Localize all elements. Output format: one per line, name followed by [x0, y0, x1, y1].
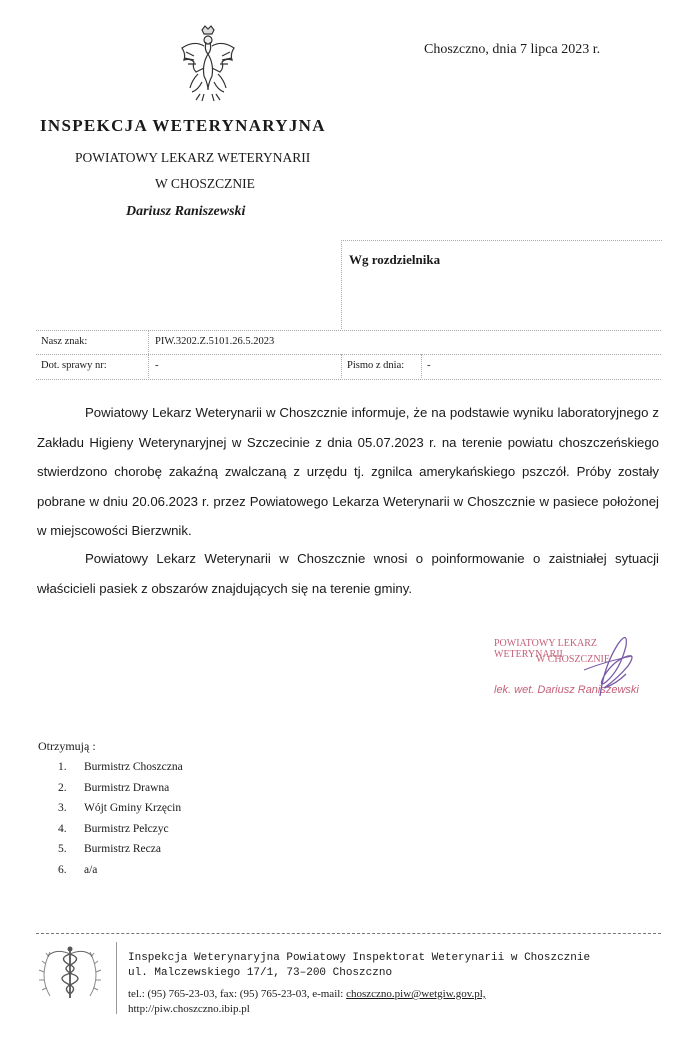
organization-name: INSPEKCJA WETERYNARYJNA: [40, 116, 326, 135]
list-item: 3. Wójt Gminy Krzęcin: [58, 802, 182, 814]
office-title: POWIATOWY LEKARZ WETERYNARII: [75, 150, 311, 165]
stamp-line-2: W CHOSZCZNIE: [536, 654, 610, 665]
official-name: Dariusz Raniszewski: [126, 204, 246, 219]
list-item: 4. Burmistrz Pełczyc: [58, 822, 169, 835]
footer-email-link[interactable]: choszczno.piw@wetgiw.gov.pl,: [346, 988, 486, 1000]
footer-phone-fax: tel.: (95) 765-23-03, fax: (95) 765-23-03, e-mail:: [128, 988, 344, 1000]
office-place: W CHOSZCZNIE: [155, 176, 255, 191]
reference-col-divider: [148, 330, 149, 378]
body-paragraph-2: Powiatowy Lekarz Weterynarii w Choszcznie wnosi o poinformowanie o zaistniałej sytuacji właścicieli pasiek z obszarów znajdujących się na terenie gminy.: [37, 551, 659, 596]
list-item: 6. a/a: [58, 863, 98, 876]
letter-date-label: Pismo z dnia:: [347, 360, 405, 371]
our-ref-value: PIW.3202.Z.5101.26.5.2023: [155, 336, 275, 347]
signature-icon: [488, 626, 664, 706]
case-number-label: Dot. sprawy nr:: [41, 360, 107, 371]
reference-table-divider: [36, 354, 661, 355]
footer-address: ul. Malczewskiego 17/1, 73–200 Choszczno: [128, 967, 393, 979]
footer-website-link[interactable]: http://piw.choszczno.ibip.pl: [128, 1003, 250, 1015]
footer-divider: [36, 933, 661, 934]
footer-vertical-divider: [116, 942, 117, 1014]
body-paragraph-1: Powiatowy Lekarz Weterynarii w Choszcznie informuje, że na podstawie wyniku laboratoryjnego z Zakładu Higieny Weterynaryjnej w Szczecinie z dnia 05.07.2023 r. na terenie powiatu choszczeńskiego stwierdzono chorobę zakaźną zwalczaną z urzędu tj. zgnilca amerykańskiego pszczół. Próby zostały pobrane w dniu 20.06.2023 r. przez Powiatowego Lekarza Weterynarii w Choszcznie w pasiece położonej w miejscowości Bierzwnik.: [37, 405, 659, 538]
reference-col-divider: [341, 354, 342, 378]
footer-contact: [128, 988, 486, 1000]
stamp-line-1: POWIATOWY LEKARZ WETERYNARII: [494, 638, 598, 660]
distribution-label: Otrzymują :: [38, 739, 96, 753]
letter-date-value: -: [427, 360, 431, 371]
list-item: 5. Burmistrz Recza: [58, 843, 161, 855]
recipient: Wg rozdzielnika: [349, 252, 441, 267]
reference-table: [36, 330, 661, 380]
list-item: 1. Burmistrz Choszczna: [58, 761, 183, 773]
distribution-list: [58, 757, 183, 880]
eagle-emblem-icon: [176, 24, 240, 104]
footer-institution: Inspekcja Weterynaryjna Powiatowy Inspektorat Weterynarii w Choszcznie: [128, 952, 591, 964]
reference-col-divider: [421, 354, 422, 378]
letter-date: Choszczno, dnia 7 lipca 2023 r.: [424, 42, 601, 57]
stamp-line-3: lek. wet. Dariusz Raniszewski: [494, 684, 639, 696]
list-item: 2. Burmistrz Drawna: [58, 781, 170, 794]
case-number-value: -: [155, 360, 159, 371]
caduceus-logo-icon: [36, 940, 104, 1004]
our-ref-label: Nasz znak:: [41, 336, 88, 347]
